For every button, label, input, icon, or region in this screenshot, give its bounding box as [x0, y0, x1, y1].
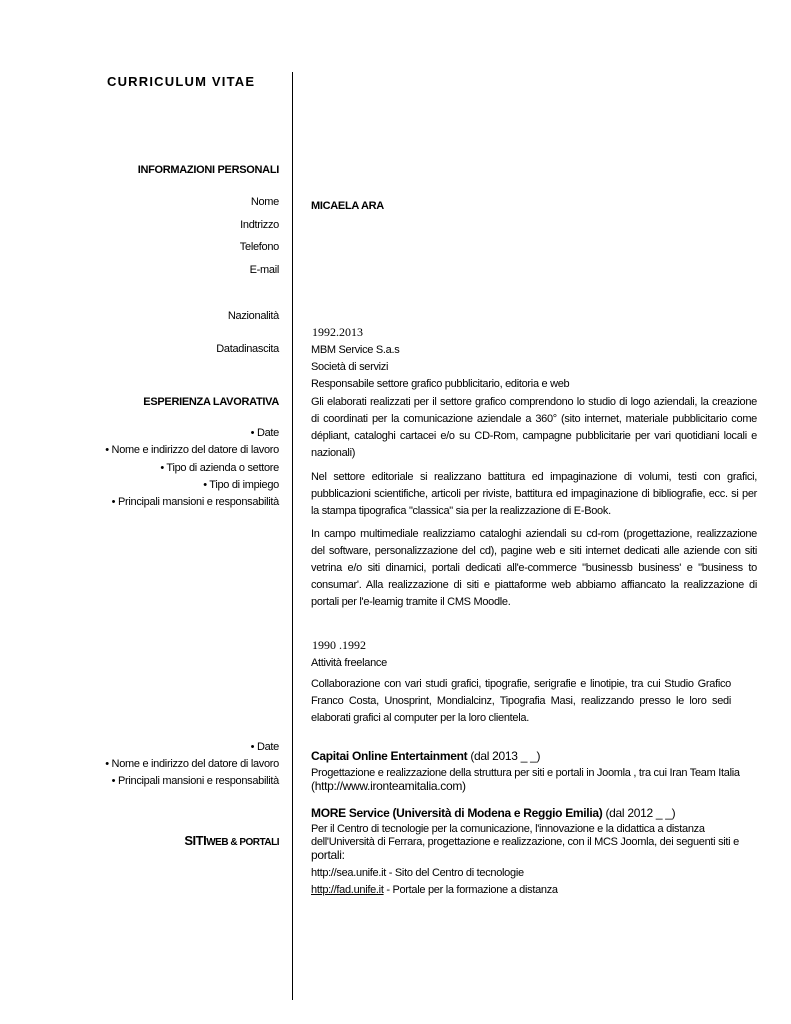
job2-link-2-desc: - Portale per la formazione a distanza	[383, 884, 558, 896]
job1-block	[311, 750, 761, 793]
document-title: CURRICULUM VITAE	[107, 74, 256, 89]
siti-small-label: WEB & PORTALI	[206, 837, 279, 848]
section-experience: ESPERIENZA LAVORATIVA	[143, 396, 279, 408]
exp2-role: Attività freelance	[311, 657, 387, 669]
siti-big-label: SITI	[184, 833, 207, 848]
date-label-2: • Date	[250, 741, 279, 753]
nazionalita-label: Nazionalità	[227, 310, 279, 322]
exp1-sector: Società di servizi	[311, 361, 389, 373]
job2-desc-1: Per il Centro di tecnologie per la comunicazione, l'innovazione e la didattica a distanza	[311, 823, 705, 835]
exp1-paragraph-graphic: Gli elaborati realizzati per il settore grafico comprendono lo studio di logo aziendali, la creazione di coordinati per la comunicazione aziendale a 360° (sito internet, materiale pubblicitario come dépliant, cataloghi cartacei e/o su CD-Rom, campagne pubblicitarie per vari quotidiani locali e nazionali)	[311, 396, 757, 459]
job2-desc-2: dell'Università di Ferrara, progettazione e realizzazione, con il MCS Joomla, dei seguenti siti e	[311, 836, 739, 848]
exp2-paragraph: Collaborazione con vari studi grafici, tipografie, serigrafie e linotipie, tra cui Studio Grafico Franco Costa, Unosprint, Mondialcinz, Tipografia Masi, realizzando presso le loro sedi elaborati grafici al computer per la loro clientela.	[311, 678, 731, 724]
section-personal-info: INFORMAZIONI PERSONALI	[137, 164, 279, 176]
job2-link-2-row	[311, 884, 761, 897]
email-label: E-mail	[249, 264, 279, 276]
tipo-azienda-label: • Tipo di azienda o settore	[160, 462, 279, 474]
job2-block	[311, 807, 761, 897]
job2-period: (dal 2012 _ _)	[602, 806, 676, 820]
job2-link-2[interactable]: http://fad.unife.it	[311, 884, 384, 896]
exp1-paragraph-multimedia: In campo multimediale realizziamo cataloghi aziendali su cd-rom (progettazione, realizzazione del software, personalizzazione del cd), pagine web e siti internet dedicati alle aziende con siti vetrina e/o siti dinamici, portali dedicati all'e-commerce "businessb business' e "business to consumar'. Alla realizzazione di siti e piattaforme web abbiamo affiancato la realizzazione di portali per l'e-leamig tramite il CMS Moodle.	[311, 528, 757, 608]
datore-label-2: • Nome e indirizzo del datore di lavoro	[105, 758, 279, 770]
nome-value: MICAELA ARA	[311, 200, 384, 212]
job2-desc-3: portali:	[311, 848, 345, 862]
nome-label: Nome	[250, 196, 279, 208]
mansioni-label: • Principali mansioni e responsabilità	[111, 496, 279, 508]
nascita-label: Datadinascita	[216, 343, 279, 355]
date-label: • Date	[250, 427, 279, 439]
job2-link-1: http://sea.unife.it - Sito del Centro di tecnologie	[311, 867, 524, 879]
column-divider	[292, 72, 293, 1000]
job2-name: MORE Service (Università di Modena e Reggio Emilia)	[311, 806, 603, 820]
job1-period: (dal 2013 _ _)	[467, 749, 541, 763]
job1-name: Capitai Online Entertainment	[311, 749, 468, 763]
datore-label: • Nome e indirizzo del datore di lavoro	[105, 444, 279, 456]
exp2-years: 1990 .1992	[312, 638, 366, 652]
exp1-paragraph-editorial: Nel settore editoriale si realizzano battitura ed impaginazione di volumi, testi con grafici, pubblicazioni scientifiche, articoli per riviste, battitura ed impaginazione di bibliografie, ecc. si per la stampa tipografica "classica" sia per la realizzazione di E-Book.	[311, 471, 757, 517]
exp1-company: MBM Service S.a.s	[311, 344, 400, 356]
mansioni-label-2: • Principali mansioni e responsabilità	[111, 775, 279, 787]
indirizzo-label: Indtrizzo	[240, 219, 279, 231]
job1-url: (http://www.ironteamitalia.com)	[311, 779, 466, 793]
job1-desc: Progettazione e realizzazione della struttura per siti e portali in Joomla , tra cui Iran Team Italia	[311, 767, 740, 779]
tipo-impiego-label: • Tipo di impiego	[203, 479, 279, 491]
section-siti-web-portali	[184, 833, 279, 848]
telefono-label: Telefono	[239, 241, 279, 253]
exp1-role: Responsabile settore grafico pubblicitario, editoria e web	[311, 378, 570, 390]
exp1-years: 1992.2013	[312, 325, 363, 339]
